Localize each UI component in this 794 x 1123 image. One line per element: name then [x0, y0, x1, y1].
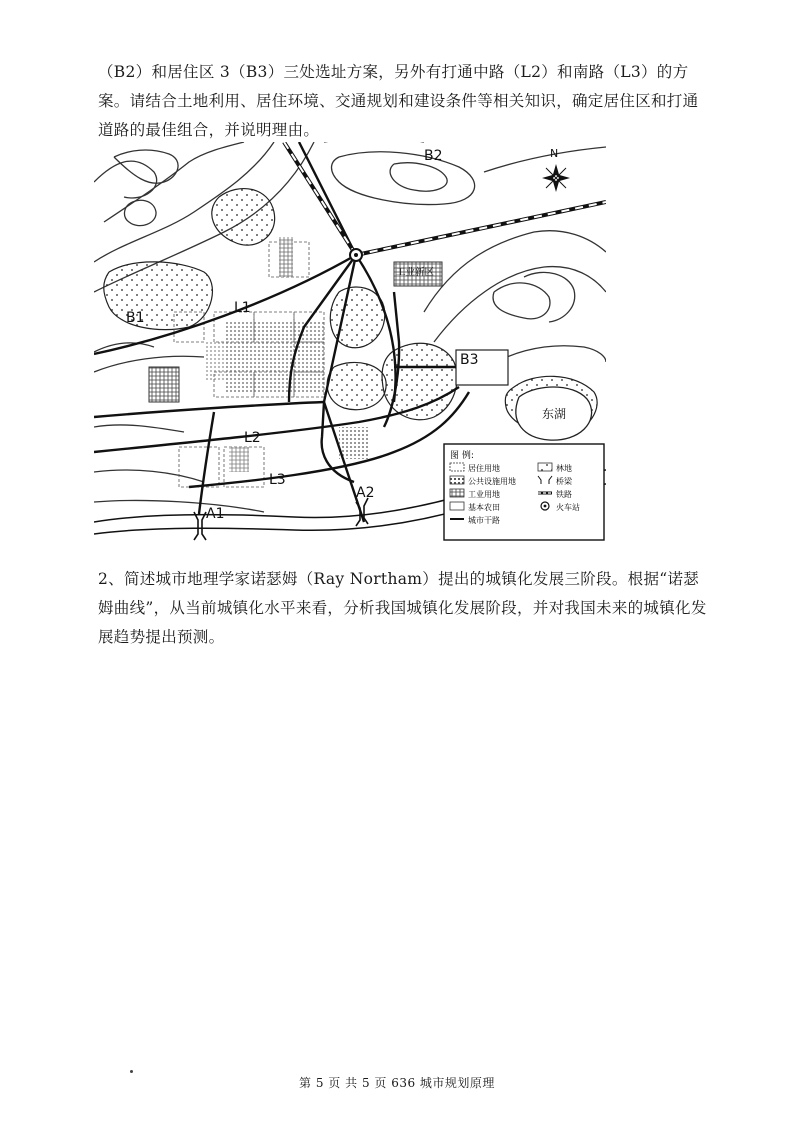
- page-footer: 第 5 页 共 5 页 636 城市规划原理: [299, 1076, 495, 1090]
- label-a1: A1: [206, 506, 225, 522]
- label-b3: B3: [460, 352, 479, 368]
- farm-block: [229, 447, 249, 472]
- scan-speck: [130, 1070, 133, 1073]
- legend-item-1: 林地: [556, 464, 572, 473]
- label-b1: B1: [126, 310, 145, 326]
- label-l3: L3: [269, 472, 286, 488]
- planning-map-svg: [94, 142, 606, 546]
- label-north: N: [550, 147, 559, 160]
- legend-item-6: 基本农田: [468, 503, 500, 512]
- industrial-strip: [279, 237, 293, 277]
- legend-title: 图 例:: [450, 451, 474, 461]
- question-2-text: 2、简述城市地理学家诺瑟姆（Ray Northam）提出的城镇化发展三阶段。根据“诺瑟姆曲线”，从当前城镇化水平来看，分析我国城镇化发展阶段，并对我国未来的城镇化发展趋势提出预测。: [98, 570, 707, 646]
- legend-item-2: 公共设施用地: [468, 477, 516, 486]
- legend-item-3: 桥梁: [556, 477, 572, 486]
- legend-item-7: 火车站: [556, 503, 580, 512]
- question-1-text: （B2）和居住区 3（B3）三处选址方案，另外有打通中路（L2）和南路（L3）的方案。请结合土地利用、居住环境、交通规划和建设条件等相关知识，确定居住区和打通道路的最佳组合，并说明理由。: [98, 63, 699, 139]
- label-east-lake: 东湖: [542, 407, 567, 421]
- planning-map: [94, 142, 606, 546]
- legend-item-0: 居住用地: [468, 464, 500, 473]
- train-station-icon: [350, 249, 362, 261]
- legend-item-5: 铁路: [556, 490, 572, 499]
- label-l1: L1: [234, 300, 251, 316]
- label-b2: B2: [424, 148, 443, 164]
- legend-item-8: 城市干路: [468, 516, 500, 525]
- label-industrial-zone: 工业新区: [396, 267, 435, 278]
- map-legend: [444, 444, 604, 540]
- public-block-south: [339, 427, 369, 459]
- legend-item-4: 工业用地: [468, 490, 500, 499]
- label-a2: A2: [356, 485, 375, 501]
- north-arrow-icon: [542, 164, 570, 192]
- industrial-block-west: [149, 367, 179, 402]
- label-l2: L2: [244, 430, 261, 446]
